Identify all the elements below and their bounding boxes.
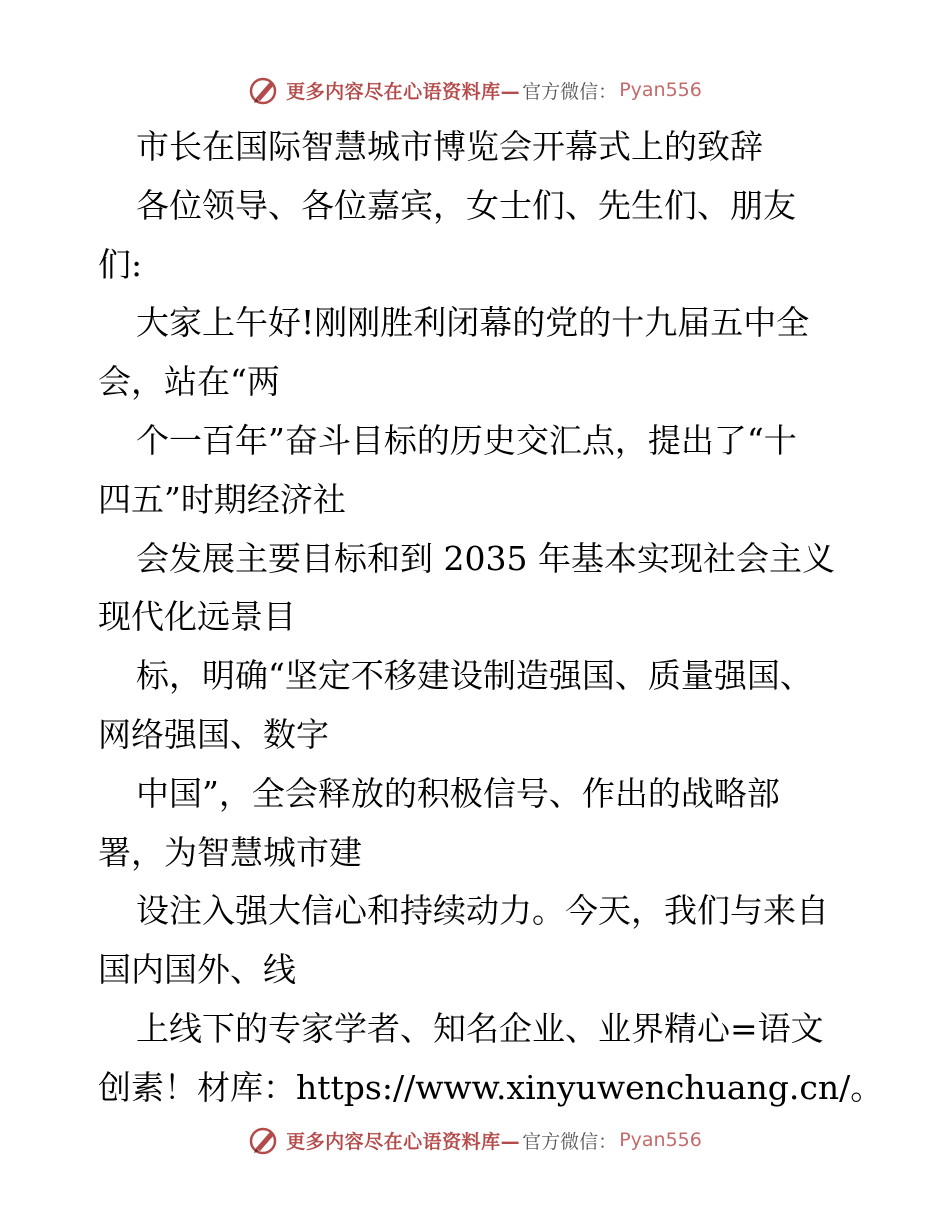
footer-banner [0, 1122, 950, 1158]
body-text-line: 标，明确“坚定不移建设制造强国、质量强国、 [136, 656, 813, 696]
document-body [98, 118, 884, 1118]
document-title: 市长在国际智慧城市博览会开幕式上的致辞 [136, 127, 763, 166]
header-wechat-label: 官方微信： [522, 80, 618, 103]
body-text-line: 创素！材库：https://www.xinyuwenchuang.cn/。 [98, 1067, 884, 1107]
body-text-line: 大家上午好!刚刚胜利闭幕的党的十九届五中全 [136, 303, 810, 343]
body-text-line: 各位领导、各位嘉宾，女士们、先生们、朋友 [136, 185, 796, 225]
header-banner [0, 72, 950, 108]
body-text-line: 网络强国、数字 [98, 714, 329, 754]
body-text-line: 署，为智慧城市建 [98, 832, 362, 872]
pen-logo-icon [248, 74, 280, 106]
footer-brand-text: 更多内容尽在心语资料库— [286, 1130, 521, 1153]
body-text-line: 设注入强大信心和持续动力。今天，我们与来自 [136, 891, 829, 931]
footer-wechat-id: Pyan556 [619, 1129, 702, 1151]
pen-logo-icon [248, 1124, 280, 1156]
body-text-line: 上线下的专家学者、知名企业、业界精心=语文 [136, 1008, 824, 1048]
body-text-line: 会发展主要目标和到 2035 年基本实现社会主义 [136, 538, 835, 578]
body-text-line: 四五”时期经济社 [98, 479, 346, 519]
body-text-line: 会，站在“两 [98, 362, 280, 402]
body-text-line: 中国”，全会释放的积极信号、作出的战略部 [136, 773, 780, 813]
body-text-line: 个一百年”奋斗目标的历史交汇点，提出了“十 [136, 420, 797, 460]
body-text-line: 国内国外、线 [98, 950, 296, 990]
footer-wechat-label: 官方微信： [522, 1130, 618, 1153]
body-text-line: 们: [98, 244, 143, 284]
body-text-line: 现代化远景目 [98, 597, 296, 637]
header-wechat-id: Pyan556 [619, 79, 702, 101]
header-brand-text: 更多内容尽在心语资料库— [286, 80, 521, 103]
